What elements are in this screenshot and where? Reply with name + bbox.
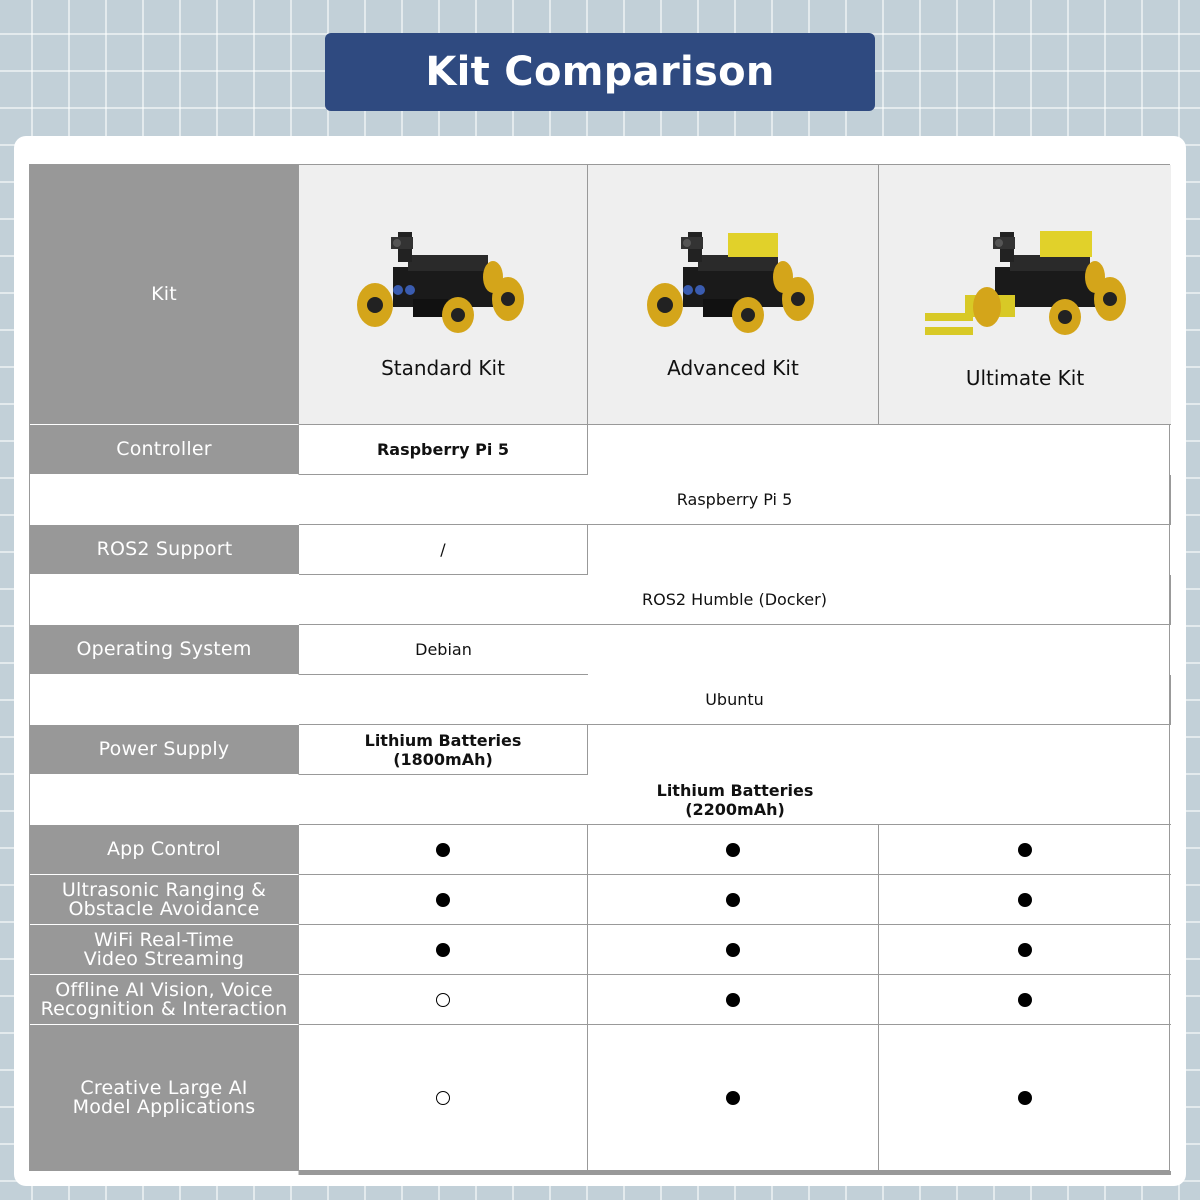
feature-advanced	[588, 1025, 879, 1172]
feature-label-line1: Ultrasonic Ranging &	[61, 878, 267, 901]
feature-filled-dot-icon	[726, 993, 740, 1007]
feature-label-line2: Video Streaming	[83, 947, 245, 970]
feature-ultimate	[879, 825, 1171, 875]
feature-filled-dot-icon	[436, 893, 450, 907]
power-others-line2: (2200mAh)	[685, 799, 785, 819]
controller-standard: Raspberry Pi 5	[299, 425, 588, 475]
feature-filled-dot-icon	[726, 843, 740, 857]
power-others	[299, 775, 1171, 825]
feature-filled-dot-icon	[1018, 893, 1032, 907]
row-label-feature	[30, 825, 299, 875]
kit-standard	[299, 165, 588, 425]
feature-standard	[299, 1174, 588, 1175]
ros2-others: ROS2 Humble (Docker)	[299, 575, 1171, 625]
feature-standard	[299, 925, 588, 975]
ros2-standard: /	[299, 525, 588, 575]
feature-empty-dot-icon	[436, 1091, 450, 1105]
feature-empty-dot-icon	[436, 993, 450, 1007]
row-label-feature	[30, 975, 299, 1025]
row-label-feature	[30, 1025, 299, 1172]
feature-filled-dot-icon	[1018, 943, 1032, 957]
row-label-feature	[30, 1174, 299, 1175]
kit-ultimate	[879, 165, 1171, 425]
row-label-controller: Controller	[30, 425, 299, 475]
feature-standard	[299, 975, 588, 1025]
row-label-power: Power Supply	[30, 725, 299, 775]
power-standard-line1: Lithium Batteries	[364, 730, 522, 750]
feature-label-line2: Model Applications	[72, 1096, 256, 1118]
feature-filled-dot-icon	[1018, 1091, 1032, 1105]
os-others: Ubuntu	[299, 675, 1171, 725]
feature-label-line1: Creative Large AI	[80, 1077, 248, 1099]
kit-advanced	[588, 165, 879, 425]
kit-ultimate-name: Ultimate Kit	[965, 366, 1085, 390]
controller-others: Raspberry Pi 5	[299, 475, 1171, 525]
feature-advanced	[588, 1174, 879, 1175]
feature-ultimate	[879, 975, 1171, 1025]
feature-ultimate	[879, 925, 1171, 975]
power-standard	[299, 725, 588, 775]
feature-label-line2: Obstacle Avoidance	[68, 897, 260, 920]
kit-header-label: Kit	[30, 165, 299, 425]
feature-filled-dot-icon	[1018, 993, 1032, 1007]
page-title: Kit Comparison	[325, 33, 875, 111]
feature-ultimate	[879, 875, 1171, 925]
feature-ultimate	[879, 1025, 1171, 1172]
row-label-feature	[30, 925, 299, 975]
feature-label-line1: Offline AI Vision, Voice	[55, 978, 273, 1001]
feature-label-line1: WiFi Real-Time	[94, 928, 234, 951]
feature-empty-dot-icon	[726, 1174, 740, 1175]
feature-empty-dot-icon	[436, 1174, 450, 1175]
power-others-line1: Lithium Batteries	[656, 780, 814, 800]
feature-standard	[299, 825, 588, 875]
os-standard: Debian	[299, 625, 588, 675]
feature-advanced	[588, 825, 879, 875]
feature-filled-dot-icon	[1018, 843, 1032, 857]
feature-advanced	[588, 925, 879, 975]
feature-filled-dot-icon	[726, 893, 740, 907]
feature-filled-dot-icon	[436, 843, 450, 857]
feature-standard	[299, 875, 588, 925]
feature-advanced	[588, 875, 879, 925]
feature-advanced	[588, 975, 879, 1025]
feature-standard	[299, 1025, 588, 1172]
feature-filled-dot-icon	[726, 943, 740, 957]
kit-advanced-name: Advanced Kit	[667, 356, 799, 380]
feature-label-line1: App Control	[106, 838, 222, 860]
feature-label-line2	[92, 1174, 236, 1175]
robot-car-standard-image	[353, 227, 533, 337]
feature-filled-dot-icon	[726, 1091, 740, 1105]
robot-car-advanced-image	[643, 227, 823, 337]
robot-car-ultimate-image	[915, 227, 1135, 347]
power-standard-line2: (1800mAh)	[393, 749, 493, 769]
feature-filled-dot-icon	[436, 943, 450, 957]
feature-label-line2: Recognition & Interaction	[40, 997, 288, 1020]
feature-ultimate	[879, 1174, 1171, 1175]
row-label-feature	[30, 875, 299, 925]
row-label-os: Operating System	[30, 625, 299, 675]
kit-standard-name: Standard Kit	[381, 356, 505, 380]
comparison-table	[29, 164, 1170, 1171]
row-label-ros2: ROS2 Support	[30, 525, 299, 575]
